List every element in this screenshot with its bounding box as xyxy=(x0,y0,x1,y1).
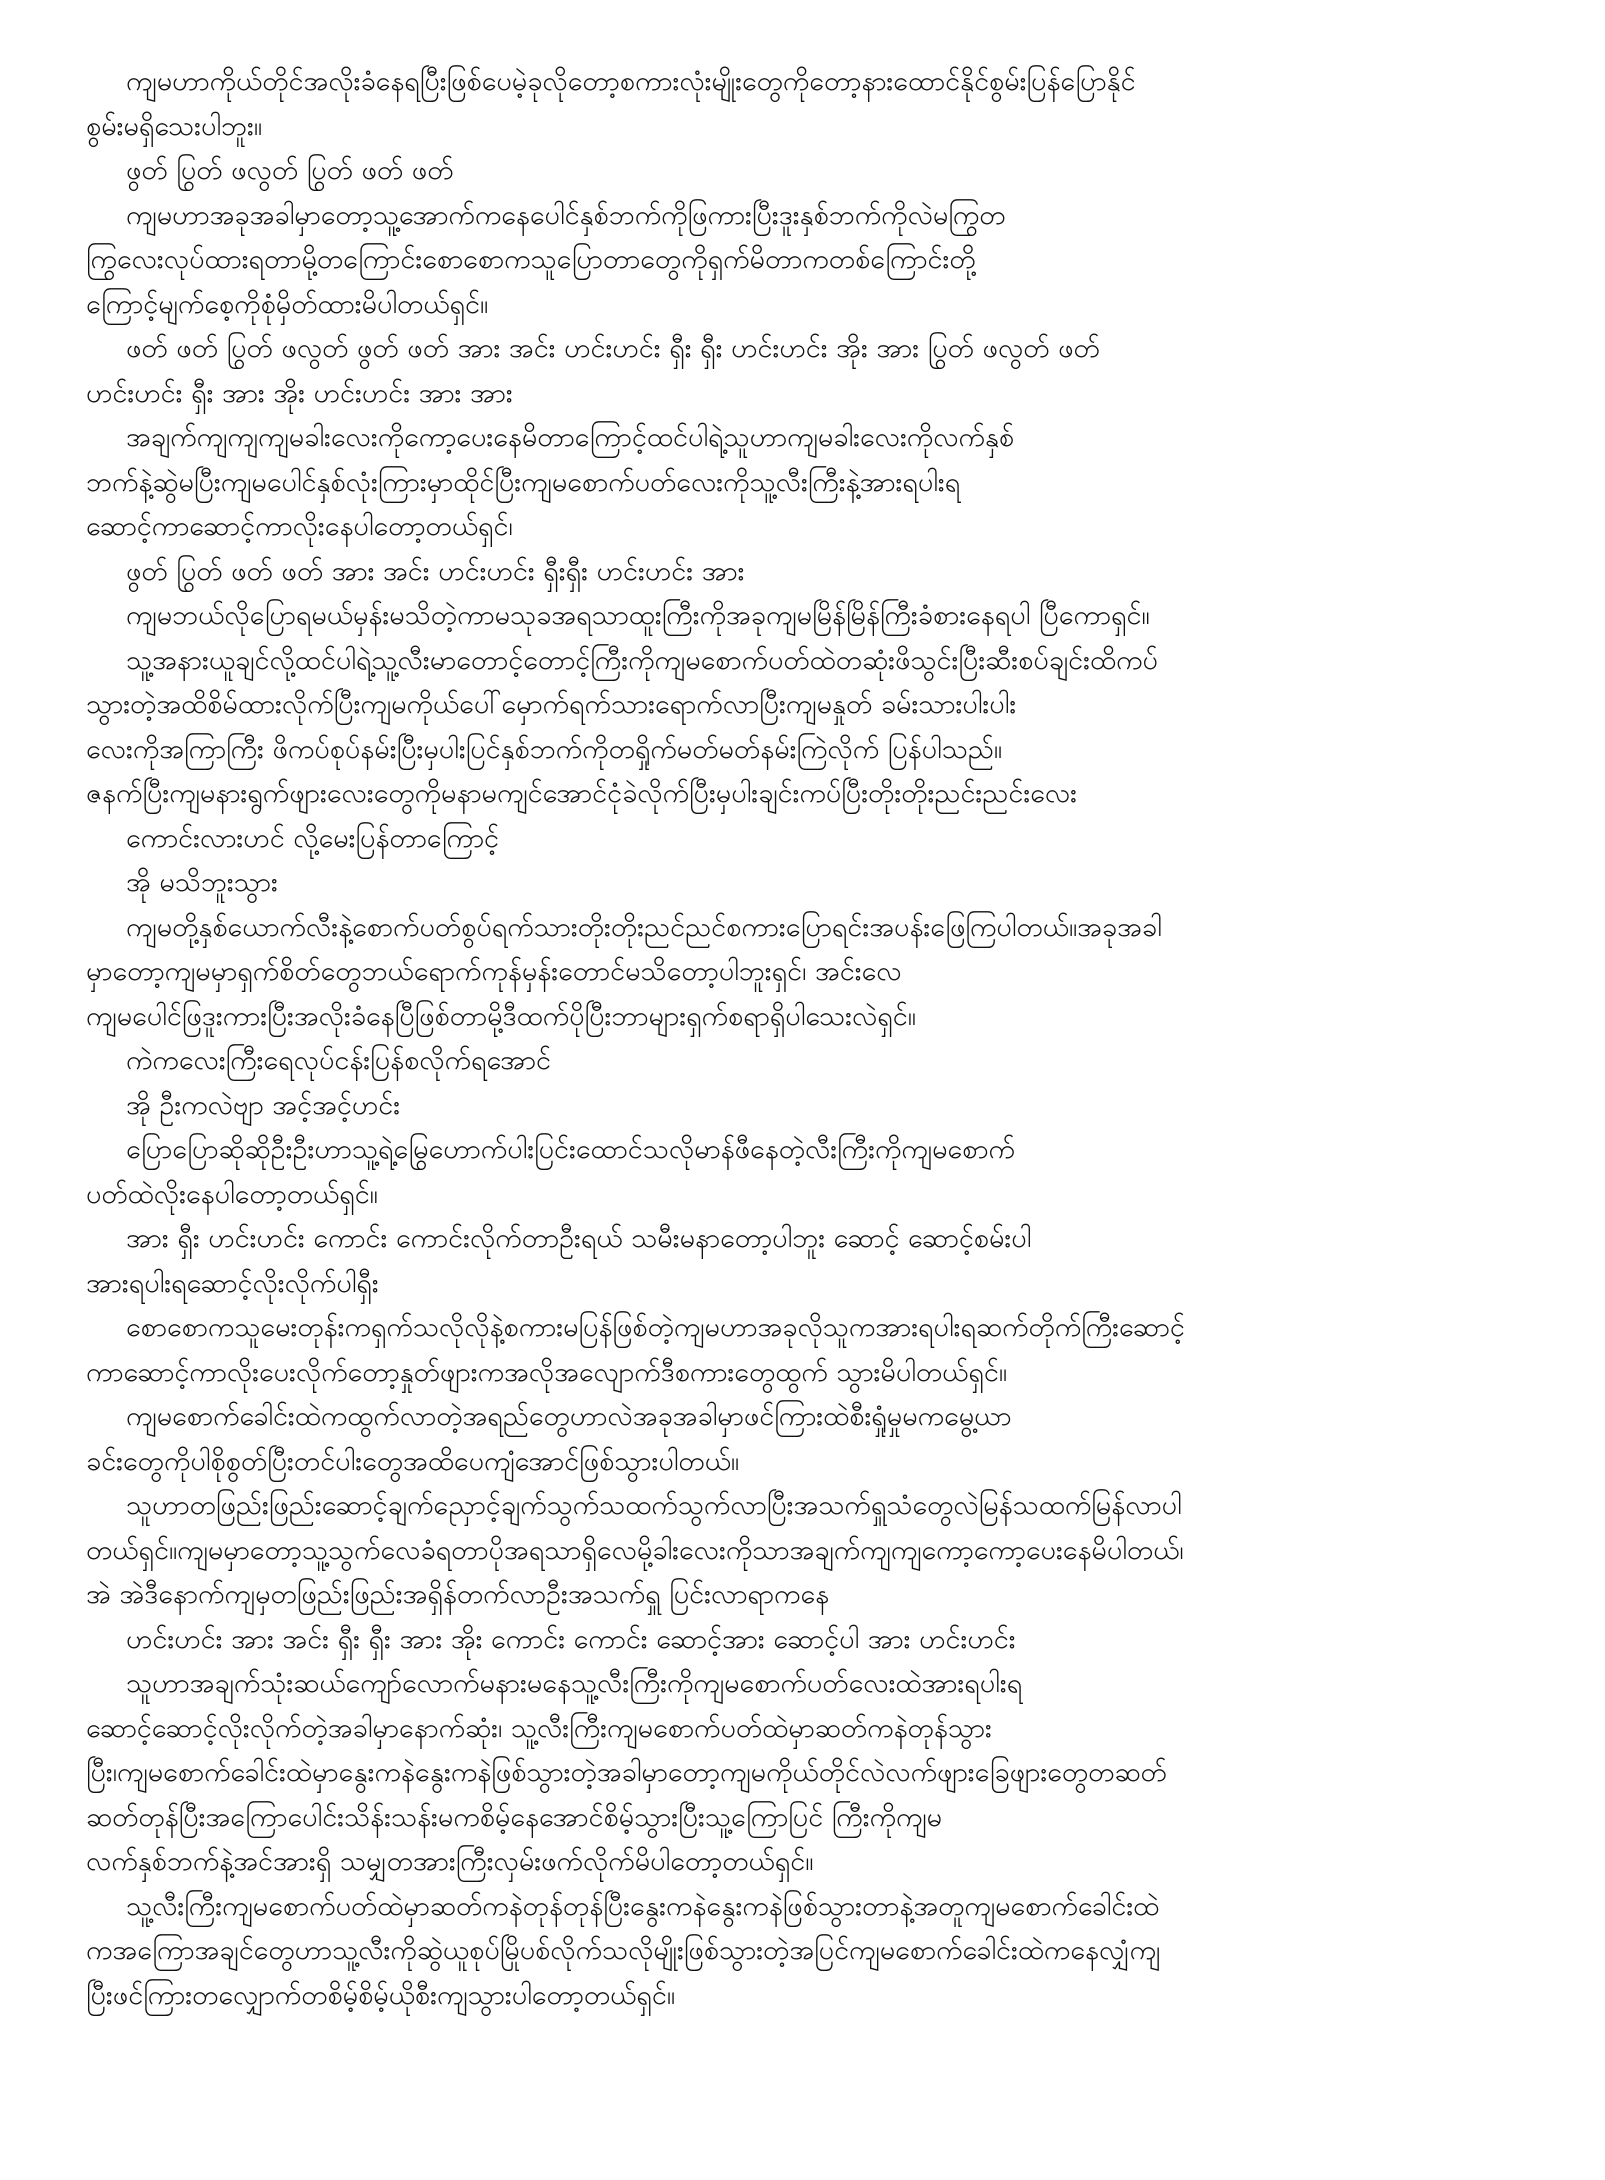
paragraph: အား ရှီး ဟင်းဟင်း ကောင်း ကောင်းလိုက်တာဦးရယ် သမီးမနာတော့ပါဘူး ဆောင့် ဆောင့်စမ်းပါ အားရပါးရဆောင့်လိုးလိုက်ပါရှီး xyxy=(86,1223,1032,1299)
paragraph: ကျမဘယ်လိုပြောရမယ်မှန်းမသိတဲ့ကာမသုခအရသာထူးကြီးကိုအခုကျမမြိန်မြိန်ကြီးခံစားနေရပါ ပြီကောရှင်။ xyxy=(126,600,1150,631)
paragraph: ကျမဟာအခုအခါမှာတော့သူ့အောက်ကနေပေါင်နှစ်ဘက်ကိုဖြကားပြီးဒူးနှစ်ဘက်ကိုလဲမကြွတ ကြွလေးလုပ်ထားရတာမို့တကြောင်းစောစောကသူပြောတာတွေကိုရှက်မိတာကတစ်ကြောင်းတို့ ကြောင့်မျက်စေ့ကိုစုံမှိတ်ထားမိပါတယ်ရှင်။ xyxy=(86,199,1006,320)
paragraph: အို ဦးကလဲဗျာ အင့်အင့်ဟင်း xyxy=(126,1089,401,1121)
paragraph: စောစောကသူမေးတုန်းကရှက်သလိုလိုနဲ့စကားမပြန်ဖြစ်တဲ့ကျမဟာအခုလိုသူကအားရပါးရဆက်တိုက်ကြီးဆောင့် ကာဆောင့်ကာလိုးပေးလိုက်တော့နှုတ်ဖျားကအလိုအလျောက်ဒီစကားတွေထွက် သွားမိပါတယ်ရှင်။ xyxy=(86,1312,1185,1388)
paragraph: သူဟာတဖြည်းဖြည်းဆောင့်ချက်ညှောင့်ချက်သွက်သထက်သွက်လာပြီးအသက်ရှူသံတွေလဲမြန်သထက်မြန်လာပါ တယ်ရှင်။ကျမမှာတော့သူ့သွက်လေခံရတာပိုအရသာရှိလေမို့ခါးလေးကိုသာအချက်ကျကျကော့ကော့ပေးနေမိပါတယ်၊ အဲ အဲဒီနောက်ကျမှတဖြည်းဖြည်းအရှိန်တက်လာဦးအသက်ရှူ ပြင်းလာရာကနေ xyxy=(86,1490,1184,1610)
paragraph: ကဲကလေးကြီးရေလုပ်ငန်းပြန်စလိုက်ရအောင် xyxy=(126,1045,551,1076)
paragraph: ကျမတို့နှစ်ယောက်လီးနဲ့စောက်ပတ်စွပ်ရက်သားတိုးတိုးညင်ညင်စကားပြောရင်းအပန်းဖြေကြပါတယ်။အခုအခါ မှာတော့ကျမမှာရှက်စိတ်တွေဘယ်ရောက်ကုန်မှန်းတောင်မသိတော့ပါဘူးရှင်၊ အင်းလေ ကျမပေါင်ဖြဒူးကားပြီးအလိုးခံနေပြီဖြစ်တာမို့ဒီထက်ပိုပြီးဘာများရှက်စရာရှိပါသေးလဲရှင်။ xyxy=(86,911,1162,1032)
paragraph: ကျမဟာကိုယ်တိုင်အလိုးခံနေရပြီးဖြစ်ပေမဲ့ခုလိုတော့စကားလုံးမျိုးတွေကိုတော့နားထောင်နိုင်စွမ်းပြန်ပြောနိုင် စွမ်းမရှိသေးပါဘူး။ xyxy=(86,66,1136,142)
paragraph: ဖတ် ဖတ် ပြွတ် ဖလွတ် ဖွတ် ဖတ် အား အင်း ဟင်းဟင်း ရှီး ရှီး ဟင်းဟင်း အိုး အား ပြွတ် ဖလွတ် ဖတ် ဟင်းဟင်း ရှီး အား အိုး ဟင်းဟင်း အား အား xyxy=(86,333,1100,409)
paragraph: ဟင်းဟင်း အား အင်း ရှီး ရှီး အား အိုး ကောင်း ကောင်း ဆောင့်အား ဆောင့်ပါ အား ဟင်းဟင်း xyxy=(126,1623,1016,1655)
paragraph: ကောင်းလားဟင် လို့မေးပြန်တာကြောင့် xyxy=(126,822,500,854)
paragraph: သူ့အနားယူချင်လို့ထင်ပါရဲ့သူ့လီးမာတောင့်တောင့်ကြီးကိုကျမစောက်ပတ်ထဲတဆုံးဖိသွင်းပြီးဆီးစပ်ချင်းထိကပ် သွားတဲ့အထိစိမ်ထားလိုက်ပြီးကျမကိုယ်ပေါ်မှောက်ရက်သားရောက်လာပြီးကျမနှုတ် ခမ်းသားပါးပါး လေးကိုအကြာကြီး ဖိကပ်စုပ်နမ်းပြီးမှပါးပြင်နှစ်ဘက်ကိုတရှိုက်မတ်မတ်နမ်းကြဲလိုက် ပြန်ပါသည်။ ဇနက်ပြီးကျမနားရွက်ဖျားလေးတွေကိုမနာမကျင်အောင်ငုံခဲလိုက်ပြီးမှပါးချင်းကပ်ပြီးတိုးတိုးညင်းညင်းလေး xyxy=(86,644,1158,809)
paragraph: ဖွတ် ပြွတ် ဖလွတ် ပြွတ် ဖတ် ဖတ် xyxy=(126,155,454,186)
paragraph: ပြောပြောဆိုဆိုဦးဦးဟာသူ့ရဲ့မြွေဟောက်ပါးပြင်းထောင်သလိုမာန်ဖီနေတဲ့လီးကြီးကိုကျမစောက် ပတ်ထဲလိုးနေပါတော့တယ်ရှင်။ xyxy=(86,1134,1015,1210)
paragraph: ဖွတ် ပြွတ် ဖတ် ဖတ် အား အင်း ဟင်းဟင်း ရှီးရှီး ဟင်းဟင်း အား xyxy=(126,555,745,587)
paragraph: ကျမစောက်ခေါင်းထဲကထွက်လာတဲ့အရည်တွေဟာလဲအခုအခါမှာဖင်ကြားထဲစီးရှုံမှုမကမွေ့ယာ ခင်းတွေကိုပါစိုစွတ်ပြီးတင်ပါးတွေအထိပေကျံအောင်ဖြစ်သွားပါတယ်။ xyxy=(86,1401,1012,1477)
paragraph: အချက်ကျကျကျမခါးလေးကိုကော့ပေးနေမိတာကြောင့်ထင်ပါရဲ့သူဟာကျမခါးလေးကိုလက်နှစ် ဘက်နဲ့ဆွဲမပြီးကျမပေါင်နှစ်လုံးကြားမှာထိုင်ပြီးကျမစောက်ပတ်လေးကိုသူ့လီးကြီးနဲ့အားရပါးရ ဆောင့်ကာဆောင့်ကာလိုးနေပါတော့တယ်ရှင်၊ xyxy=(86,422,1015,542)
paragraph: သူ့လီးကြီးကျမစောက်ပတ်ထဲမှာဆတ်ကနဲတုန်တုန်ပြီးနွေးကနဲနွေးကနဲဖြစ်သွားတာနဲ့အတူကျမစောက်ခေါင်းထဲ ကအကြောအချင်တွေဟာသူ့လီးကိုဆွဲယူစုပ်မြိုပစ်လိုက်သလိုမျိုးဖြစ်သွားတဲ့အပြင်ကျမစောက်ခေါင်းထဲကနေလျှံကျ ပြီးဖင်ကြားတလျှောက်တစိမ့်စိမ့်ယိုစီးကျသွားပါတော့တယ်ရှင်။ xyxy=(86,1890,1161,2011)
paragraph: သူဟာအချက်သုံးဆယ်ကျော်လောက်မနားမနေသူ့လီးကြီးကိုကျမစောက်ပတ်လေးထဲအားရပါးရ ဆောင့်ဆောင့်လိုးလိုက်တဲ့အခါမှာနောက်ဆုံး၊ သူ့လီးကြီးကျမစောက်ပတ်ထဲမှာဆတ်ကနဲတုန်သွား ပြီး၊ကျမစောက်ခေါင်းထဲမှာနွေးကနဲနွေးကနဲဖြစ်သွားတဲ့အခါမှာတော့ကျမကိုယ်တိုင်လဲလက်ဖျားခြေဖျားတွေတဆတ် ဆတ်တုန်ပြီးအကြောပေါင်းသိန်းသန်းမကစိမ့်နေအောင်စိမ့်သွားပြီးသူ့ကြောပြင် ကြီးကိုကျမ လက်နှစ်ဘက်နဲ့အင်အားရှိ သမျှတအားကြီးလှမ်းဖက်လိုက်မိပါတော့တယ်ရှင်။ xyxy=(86,1668,1167,1877)
paragraph: အို မသိဘူးသွား xyxy=(126,867,278,898)
